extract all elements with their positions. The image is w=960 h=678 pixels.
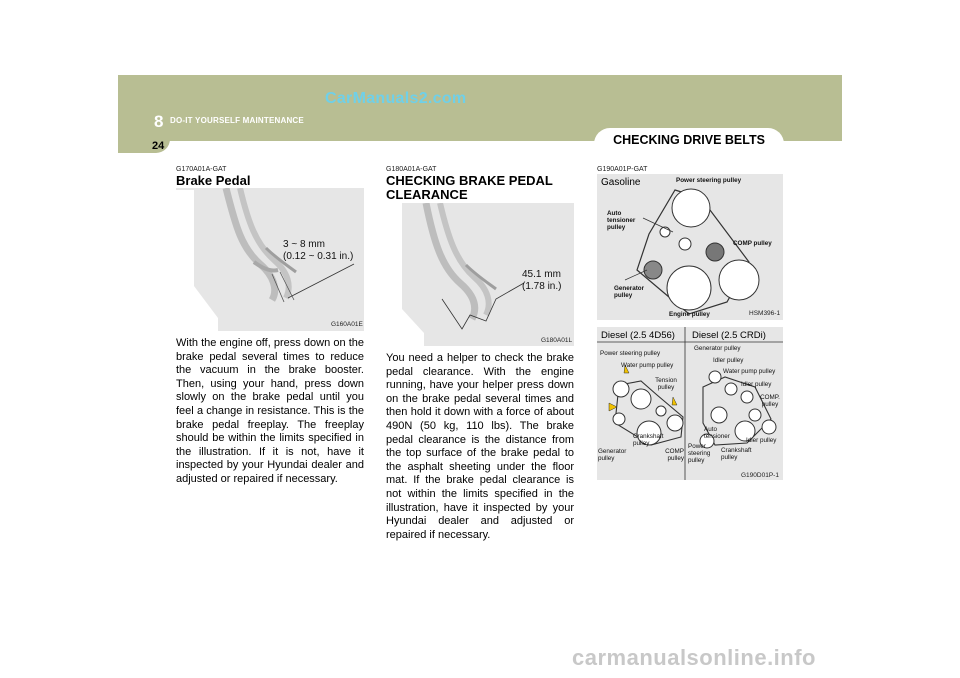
diesel-4d56-title: Diesel (2.5 4D56) [601, 330, 675, 341]
gasoline-figure-code: HSM396-1 [749, 310, 781, 317]
watermark-logo[interactable]: CarManuals2.com [325, 90, 467, 107]
chapter-title: DO-IT YOURSELF MAINTENANCE [170, 116, 304, 125]
brake-pedal-code: G170A01A-GAT [176, 166, 227, 173]
clearance-body: You need a helper to check the brake pedal clearance. With the engine running, have your helper press down on the brake pedal several times and then hold it down with a force of about 490N (50 kg, 110 lbs). The brake pedal clearance is the distance from the top surface of the brake pedal to the asphalt sheeting under the floor mat. If the brake pedal clearance is not within the limits specified in the illustration, have it inspected by your Hyundai dealer and adjusted or repaired if necessary. [386, 352, 574, 541]
4d56-tension-label: Tension pulley [655, 377, 677, 391]
crdi-idler1-label: Idler pulley [713, 357, 744, 364]
clearance-figure-code: G180A01L [541, 337, 573, 344]
brake-pedal-body: With the engine off, press down on the brake pedal several times to reduce the vacuum in the brake booster. Then, using your hand, press down slowly on the brake pedal until you feel a change in resistance. This is the brake pedal freeplay. The freeplay should be within the limits specified in the illustration. If it is not, have it inspected by your Hyundai dealer and adjusted or repaired if necessary. [176, 337, 364, 485]
gasoline-generator-label: Generator pulley [614, 285, 645, 299]
4d56-generator-label: Generator pulley [598, 448, 627, 462]
clearance-code: G180A01A-GAT [386, 166, 437, 173]
4d56-comp-label: COMP pulley [665, 448, 684, 462]
crdi-idler2-label: Idler pulley [741, 381, 772, 388]
gasoline-auto-tensioner-label: Auto tensioner pulley [607, 210, 636, 231]
4d56-crankshaft-label: Crankshaft pulley [633, 433, 664, 447]
brake-freeplay-dim-mm: 3 ~ 8 mm [283, 239, 325, 250]
clearance-heading-line1: CHECKING BRAKE PEDAL [386, 173, 553, 188]
gasoline-power-steering-label: Power steering pulley [676, 177, 742, 184]
crdi-auto-tensioner-label: Auto tensioner [704, 426, 730, 440]
crdi-power-steering-label: Power steering pulley [688, 443, 711, 464]
diesel-crdi-title: Diesel (2.5 CRDi) [692, 330, 766, 341]
crdi-idler3-label: Idler pulley [746, 437, 777, 444]
brake-freeplay-dim-in: (0.12 ~ 0.31 in.) [283, 251, 354, 262]
crdi-generator-label: Generator pulley [694, 345, 741, 352]
4d56-power-steering-label: Power steering pulley [600, 350, 661, 357]
chapter-number: 8 [154, 112, 164, 131]
gasoline-engine-label: Engine pulley [669, 311, 710, 318]
gasoline-comp-label: COMP pulley [733, 240, 772, 247]
footer-watermark[interactable]: carmanualsonline.info [572, 645, 816, 670]
4d56-water-pump-label: Water pump pulley [621, 362, 674, 369]
gasoline-title: Gasoline [601, 177, 641, 188]
brake-pedal-figure-code: G160A01E [331, 321, 363, 328]
clearance-heading-line2: CLEARANCE [386, 187, 468, 202]
crdi-water-pump-label: Water pump pulley [723, 368, 776, 375]
page-number: 24 [152, 140, 165, 152]
clearance-dim-in: (1.78 in.) [522, 281, 562, 292]
brake-pedal-heading: Brake Pedal [176, 173, 251, 188]
drive-belts-code: G190A01P-GAT [597, 166, 648, 173]
clearance-dim-mm: 45.1 mm [522, 269, 561, 280]
crdi-comp-label: COMP. pulley [760, 394, 780, 408]
section-title: CHECKING DRIVE BELTS [613, 133, 765, 147]
crdi-crankshaft-label: Crankshaft pulley [721, 447, 752, 461]
diesel-figure-code: G190D01P-1 [741, 472, 779, 479]
